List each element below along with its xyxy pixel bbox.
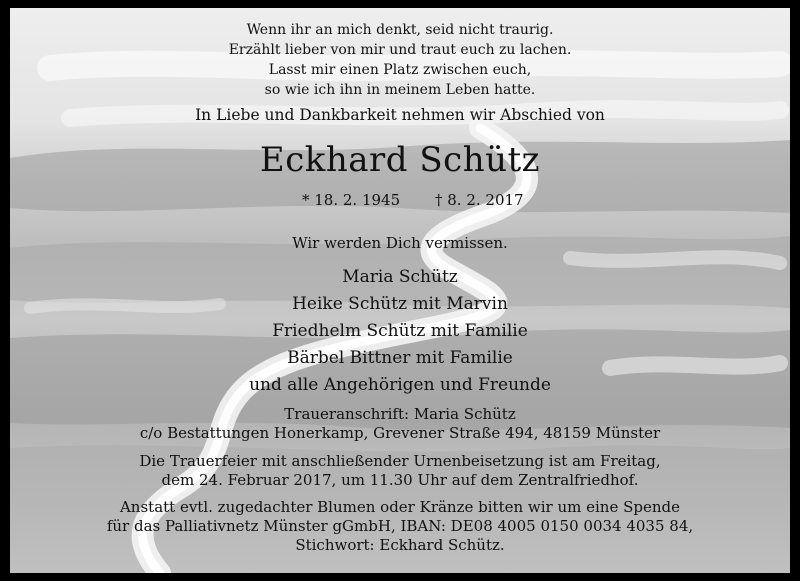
mourning-address-line: c/o Bestattungen Honerkamp, Grevener Straße 494, 48159 Münster <box>139 424 661 442</box>
mourner-line: Bärbel Bittner mit Familie <box>287 348 513 368</box>
obituary-text <box>10 8 790 573</box>
miss-you-text: Wir werden Dich vermissen. <box>292 234 508 252</box>
birth-date: * 18. 2. 1945 <box>302 191 401 209</box>
farewell-intro: In Liebe und Dankbarkeit nehmen wir Abschied von <box>195 106 605 124</box>
obituary-card <box>10 8 790 573</box>
mourner-line: und alle Angehörigen und Freunde <box>249 375 551 395</box>
ceremony-line: Die Trauerfeier mit anschließender Urnenbeisetzung ist am Freitag, <box>139 452 661 470</box>
poem-line: so wie ich ihn in meinem Leben hatte. <box>264 82 536 98</box>
mourner-line: Maria Schütz <box>342 267 458 287</box>
donation-line: Stichwort: Eckhard Schütz. <box>295 536 505 554</box>
death-date: † 8. 2. 2017 <box>435 191 524 209</box>
mourner-line: Heike Schütz mit Marvin <box>292 294 508 314</box>
mourner-line: Friedhelm Schütz mit Familie <box>272 321 528 341</box>
ceremony-line: dem 24. Februar 2017, um 11.30 Uhr auf dem Zentralfriedhof. <box>161 471 639 489</box>
life-dates <box>10 191 790 211</box>
deceased-name: Eckhard Schütz <box>259 140 541 180</box>
poem-line: Lasst mir einen Platz zwischen euch, <box>268 62 532 78</box>
poem-line: Erzählt lieber von mir und traut euch zu lachen. <box>228 42 572 58</box>
mourning-address-line: Traueranschrift: Maria Schütz <box>284 405 516 423</box>
poem-line: Wenn ihr an mich denkt, seid nicht traurig. <box>246 22 554 38</box>
donation-line: Anstatt evtl. zugedachter Blumen oder Kränze bitten wir um eine Spende <box>119 498 681 516</box>
donation-line: für das Palliativnetz Münster gGmbH, IBAN: DE08 4005 0150 0034 4035 84, <box>106 517 694 535</box>
